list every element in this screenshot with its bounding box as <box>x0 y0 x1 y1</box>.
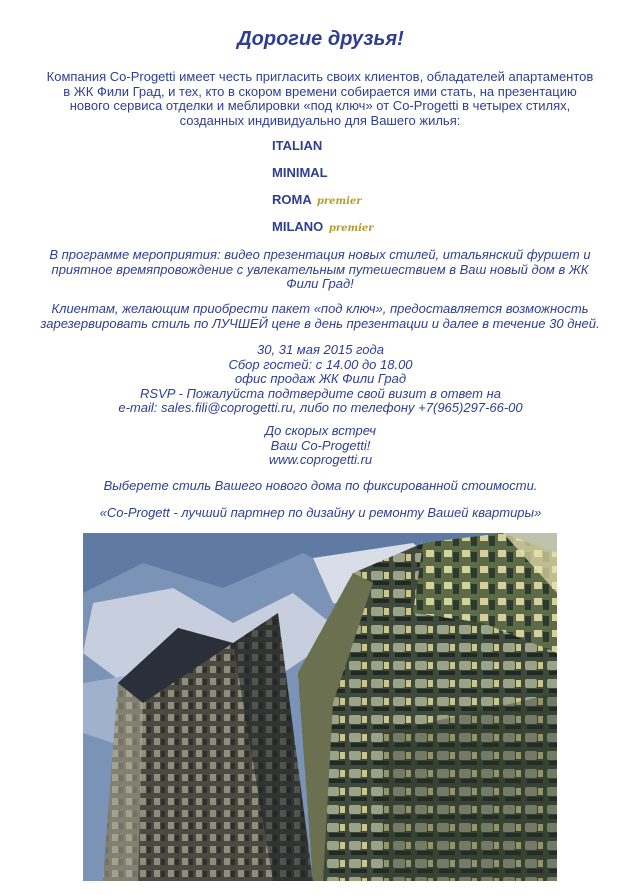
intro-line: нового сервиса отделки и меблировки «под ключ» от Co-Progetti в четырех стилях, <box>69 98 571 113</box>
event-details <box>0 343 641 416</box>
event-rsvp: RSVP - Пожалуйста подтвердите свой визит в ответ на <box>140 385 501 401</box>
event-date: 30, 31 мая 2015 года <box>257 342 384 357</box>
event-contacts: e-mail: sales.fili@coprogetti.ru, либо по телефону +7(965)297-66-00 <box>118 400 523 415</box>
clients-line: зарезервировать стиль по ЛУЧШЕЙ цене в день презентации и далее в течение 30 дней. <box>40 315 600 331</box>
style-milano <box>272 219 472 246</box>
clients-line: Клиентам, желающим приобрести пакет «под ключ», предоставляется возможность <box>51 301 589 316</box>
program-line: приятное времяпровождение с увлекательным путешествием в Ваш новый дом в ЖК <box>51 261 589 277</box>
program-paragraph <box>12 248 628 292</box>
intro-line: в ЖК Фили Град, и тех, кто в скором времени собирается ими стать, на презентацию <box>63 83 577 99</box>
page-title: Дорогие друзья! <box>237 28 404 50</box>
premier-badge: premier <box>316 196 362 207</box>
intro-line: Компания Co-Progetti имеет честь пригласить своих клиентов, обладателей апартаментов <box>46 69 594 84</box>
style-list <box>272 138 472 246</box>
website-link[interactable]: www.coprogetti.ru <box>268 452 373 467</box>
closing-line: До скорых встреч <box>265 423 376 438</box>
style-minimal <box>272 165 472 192</box>
choose-style-line: Выберете стиль Вашего нового дома по фиксированной стоимости. <box>103 478 538 493</box>
style-name: MILANO <box>272 219 324 234</box>
intro-line: созданных индивидуально для Вашего жилья: <box>179 112 461 128</box>
style-italian <box>272 138 472 165</box>
closing-block <box>0 424 641 468</box>
program-line: В программе мероприятия: видео презентация новых стилей, итальянский фуршет и <box>49 247 591 262</box>
style-name: ITALIAN <box>272 138 323 153</box>
clients-paragraph <box>12 302 628 331</box>
intro-paragraph <box>12 70 628 128</box>
slogan: «Co-Progett - лучший партнер по дизайну и ремонту Вашей квартиры» <box>99 505 542 520</box>
style-name: MINIMAL <box>272 165 328 180</box>
closing-signature: Ваш Co-Progetti! <box>270 437 371 453</box>
skyscrapers-illustration <box>83 533 557 881</box>
event-time: Сбор гостей: с 14.00 до 18.00 <box>228 356 413 372</box>
event-location: офис продаж ЖК Фили Град <box>234 371 407 386</box>
style-roma <box>272 192 472 219</box>
premier-badge: premier <box>328 223 374 234</box>
program-line: Фили Град! <box>286 276 354 291</box>
style-name: ROMA <box>272 192 312 207</box>
